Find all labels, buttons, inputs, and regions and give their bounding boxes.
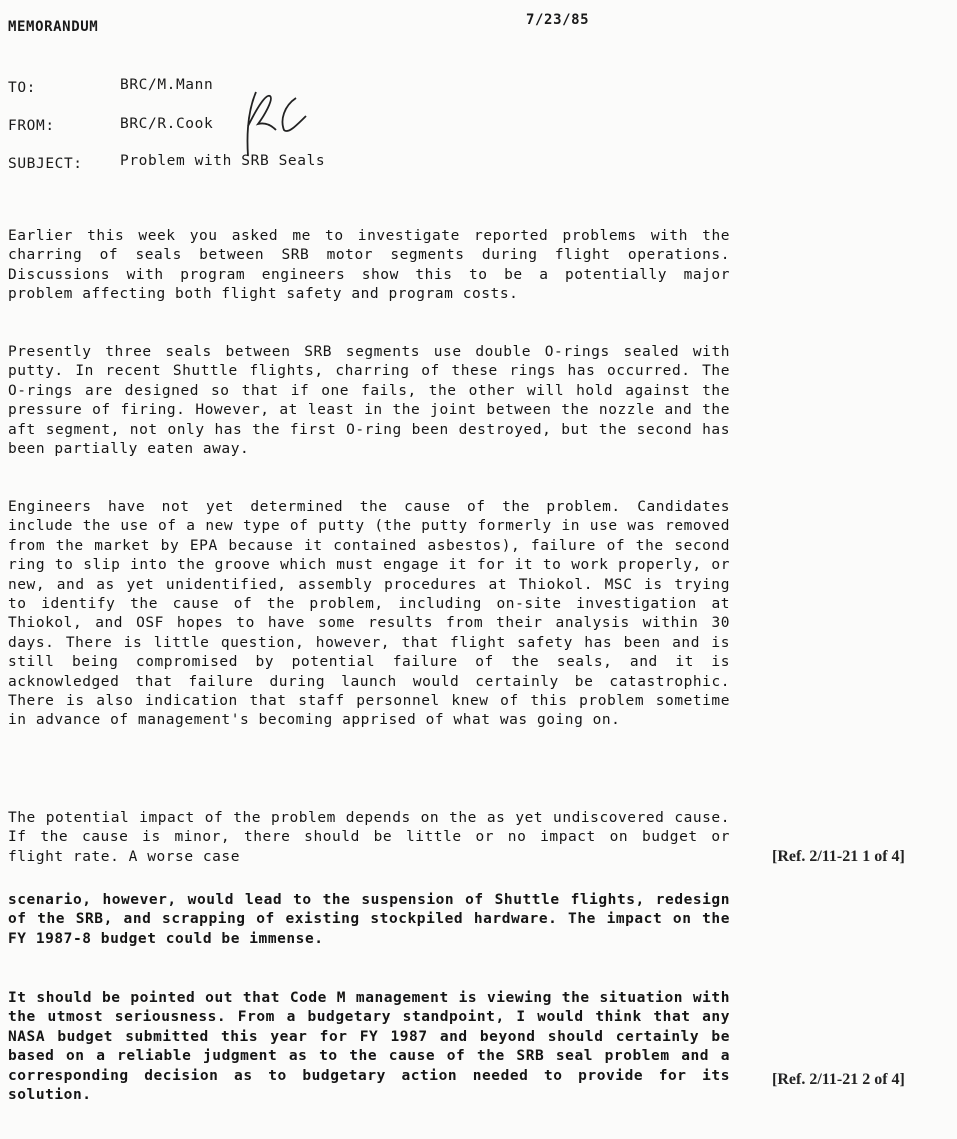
paragraph-4: The potential impact of the problem depends on the as yet undiscovered cause. If the cause is minor, there should be little or no impact on budget or flight rate. A worse case [8, 810, 730, 865]
memo-title: MEMORANDUM [8, 19, 99, 35]
memo-date: 7/23/85 [526, 12, 590, 28]
reference-note-2: [Ref. 2/11-21 2 of 4] [772, 1071, 905, 1088]
to-label: TO: [8, 80, 36, 96]
subject-label: SUBJECT: [8, 156, 83, 172]
handwritten-initials-signature [236, 86, 308, 158]
from-value: BRC/R.Cook [120, 116, 214, 132]
paragraph-3: Engineers have not yet determined the cause of the problem. Candidates include the use of a new type of putty (the putty formerly in use was removed from the market by EPA because it contained asbestos), failure of the second ring to slip into the groove which must engage it for it to work properly, or new, and as yet unidentified, assembly procedures at Thiokol. MSC is trying to identify the cause of the problem, including on-site investigation at Thiokol, and OSF hopes to have some results from their analysis within 30 days. There is little question, however, that flight safety has been and is still being compromised by potential failure of the seals, and it is acknowledged that failure during launch would certainly be catastrophic. There is also indication that staff personnel knew of this problem sometime in advance of management's becoming apprised of what was going on. [8, 499, 730, 729]
reference-note-1: [Ref. 2/11-21 1 of 4] [772, 848, 905, 865]
from-label: FROM: [8, 118, 55, 134]
paragraph-5: scenario, however, would lead to the suspension of Shuttle flights, redesign of the SRB, and scrapping of existing stockpiled hardware. The impact on the FY 1987-8 budget could be immense. [8, 892, 730, 947]
subject-value: Problem with SRB Seals [120, 153, 326, 169]
paragraph-1: Earlier this week you asked me to investigate reported problems with the charring of seals between SRB motor segments during flight operations. Discussions with program engineers show this to be a potentially major problem affecting both flight safety and program costs. [8, 228, 730, 303]
to-value: BRC/M.Mann [120, 77, 214, 93]
paragraph-2: Presently three seals between SRB segments use double O-rings sealed with putty. In recent Shuttle flights, charring of these rings has occurred. The O-rings are designed so that if one fails, the other will hold against the pressure of firing. However, at least in the joint between the nozzle and the aft segment, not only has the first O-ring been destroyed, but the second has been partially eaten away. [8, 344, 730, 458]
paragraph-6: It should be pointed out that Code M management is viewing the situation with the utmost seriousness. From a budgetary standpoint, I would think that any NASA budget submitted this year for FY 1987 and beyond should certainly be based on a reliable judgment as to the cause of the SRB seal problem and a corresponding decision as to budgetary action needed to provide for its solution. [8, 990, 730, 1104]
